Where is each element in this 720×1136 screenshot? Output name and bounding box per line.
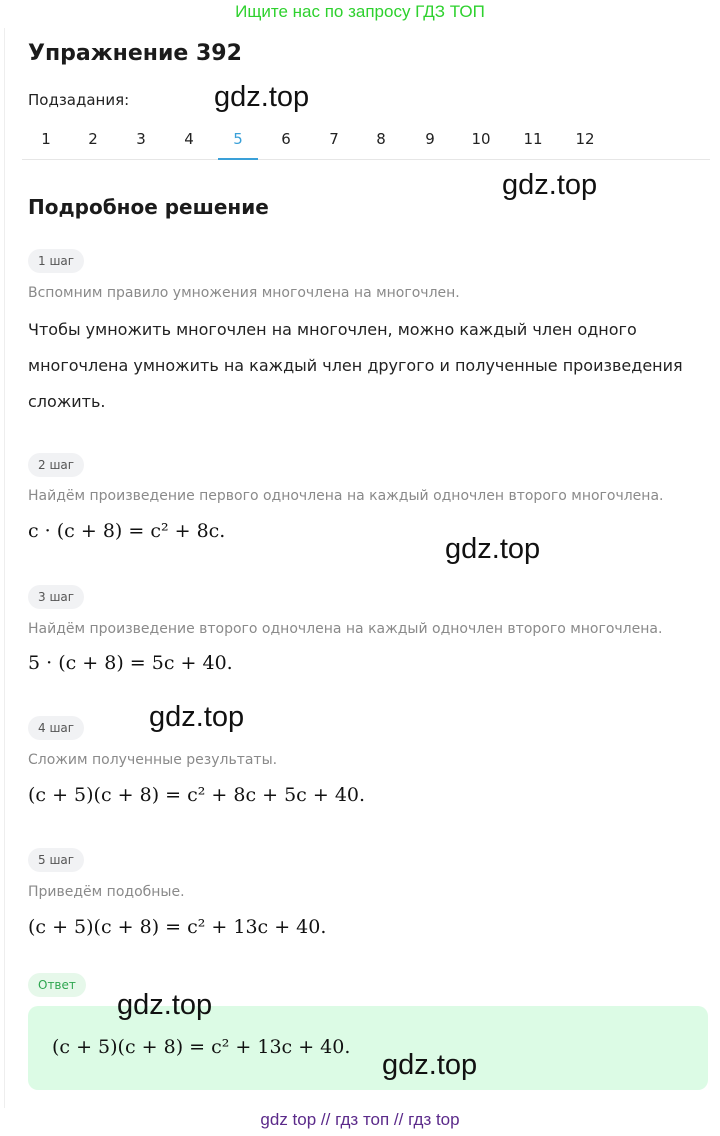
step-formula: (c + 5)(c + 8) = c² + 8c + 5c + 40. [28,784,366,806]
tab-4[interactable]: 4 [184,130,194,148]
subtask-tabs [22,120,710,160]
solution-title: Подробное решение [28,195,269,219]
step-hint: Вспомним правило умножения многочлена на многочлен. [28,285,460,301]
step-badge: 5 шаг [28,848,84,872]
step-hint: Найдём произведение первого одночлена на каждый одночлен второго многочлена. [28,488,664,504]
tab-1[interactable]: 1 [41,130,51,148]
tab-10[interactable]: 10 [471,130,491,148]
tab-2[interactable]: 2 [88,130,98,148]
tab-12[interactable]: 12 [575,130,595,148]
search-banner: Ищите нас по запросу ГДЗ ТОП [235,2,485,21]
step-formula: 5 · (c + 8) = 5c + 40. [28,652,233,674]
tab-5[interactable]: 5 [218,120,258,160]
step-hint: Найдём произведение второго одночлена на каждый одночлен второго многочлена. [28,621,663,637]
tab-9[interactable]: 9 [425,130,435,148]
watermark: gdz.top [502,169,598,201]
step-hint: Приведём подобные. [28,884,185,900]
page-title: Упражнение 392 [28,41,242,66]
answer-formula: (c + 5)(c + 8) = c² + 13c + 40. [52,1036,351,1058]
step-badge: 4 шаг [28,716,84,740]
step-formula: c · (c + 8) = c² + 8c. [28,520,226,542]
tab-11[interactable]: 11 [523,130,543,148]
step-formula: (c + 5)(c + 8) = c² + 13c + 40. [28,916,327,938]
watermark: gdz.top [214,81,310,113]
watermark: gdz.top [149,701,245,733]
step-badge: 2 шаг [28,453,84,477]
subtasks-label: Подзадания: [28,91,130,109]
watermark: gdz.top [382,1049,478,1081]
step-hint: Сложим полученные результаты. [28,752,278,768]
footer-links[interactable]: gdz top // гдз топ // гдз top [260,1110,460,1129]
answer-badge: Ответ [28,973,86,997]
watermark: gdz.top [117,989,213,1021]
tab-6[interactable]: 6 [281,130,291,148]
tab-8[interactable]: 8 [376,130,386,148]
step-badge: 3 шаг [28,585,84,609]
step-text: Чтобы умножить многочлен на многочлен, можно каждый член одного многочлена умножить на каждый член другого и полученные произведения сложить. [28,320,683,411]
exercise-card [4,28,720,1108]
tab-3[interactable]: 3 [136,130,146,148]
watermark: gdz.top [445,533,541,565]
step-badge: 1 шаг [28,249,84,273]
tab-7[interactable]: 7 [329,130,339,148]
